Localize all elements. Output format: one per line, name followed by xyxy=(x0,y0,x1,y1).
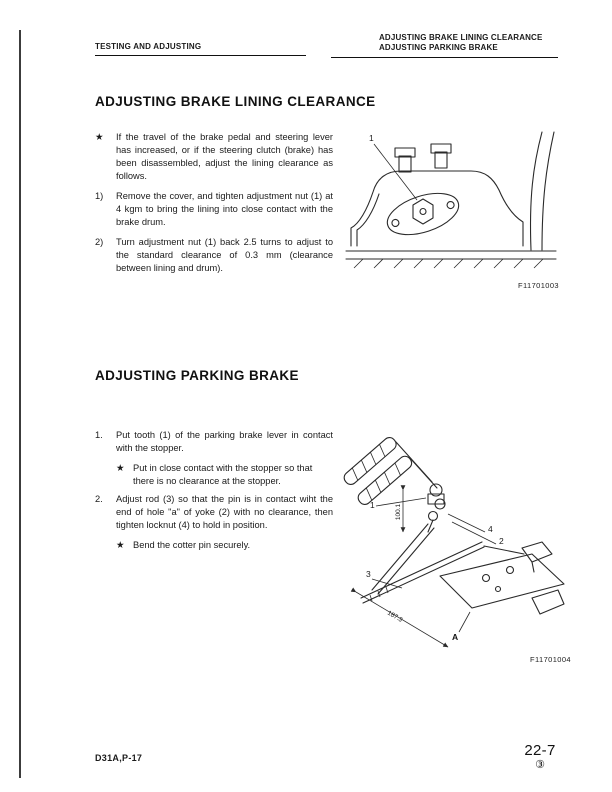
header-section-line1: ADJUSTING BRAKE LINING CLEARANCE xyxy=(379,33,543,42)
figure2-callout-3: 3 xyxy=(366,569,371,579)
list-item-number: 1. xyxy=(95,430,103,440)
list-item-text: Put tooth (1) of the parking brake lever in contact with the stopper. xyxy=(116,430,333,453)
list-item xyxy=(95,190,333,229)
header-section-titles xyxy=(331,33,558,58)
star-icon: ★ xyxy=(95,132,104,142)
figure2-callout-1: 1 xyxy=(370,500,375,510)
section2-text-column xyxy=(95,429,333,557)
list-item-text: Adjust rod (3) so that the pin is in contact wiht the end of hole "a" of yoke (2) with no clearance, then tighten locknut (4) to hold in position. xyxy=(116,494,333,530)
header-section-line2: ADJUSTING PARKING BRAKE xyxy=(379,43,498,53)
list-item-number: 2. xyxy=(95,494,103,504)
figure2-dimension-diagonal: 187.3 xyxy=(385,609,404,624)
section1-title: ADJUSTING BRAKE LINING CLEARANCE xyxy=(95,94,376,109)
revision-mark: ③ xyxy=(535,759,545,771)
figure2-caption: F11701004 xyxy=(530,655,571,664)
figure-brake-lining xyxy=(343,128,561,290)
list-subnote xyxy=(116,539,333,552)
parking-brake-drawing xyxy=(336,420,573,652)
figure1-callout-1: 1 xyxy=(369,133,374,143)
scan-edge-line xyxy=(19,30,21,778)
figure-parking-brake xyxy=(336,420,573,664)
figure2-label-a: A xyxy=(452,632,459,642)
list-item-number: 2) xyxy=(95,237,104,247)
list-item-text: Turn adjustment nut (1) back 2.5 turns to adjust to the standard clearance of 0.3 mm (clearance between lining and drum). xyxy=(116,237,333,273)
figure2-dimension-vertical: 100.1 xyxy=(395,503,402,521)
list-item-number: 1) xyxy=(95,191,104,201)
star-icon: ★ xyxy=(116,463,125,473)
brake-lining-drawing xyxy=(343,128,561,278)
star-icon: ★ xyxy=(116,540,125,550)
list-item xyxy=(95,236,333,275)
figure2-callout-2: 2 xyxy=(499,536,504,546)
list-subnote-text: Put in close contact with the stopper so that there is no clearance at the stopper. xyxy=(133,463,313,486)
section2-title: ADJUSTING PARKING BRAKE xyxy=(95,368,299,383)
figure2-callout-4: 4 xyxy=(488,524,493,534)
list-item xyxy=(95,493,333,532)
footer-model-code: D31A,P-17 xyxy=(95,753,143,763)
list-item-text: Remove the cover, and tighten adjustment nut (1) at 4 kgm to bring the lining into close contact with the brake drum. xyxy=(116,191,333,227)
section1-text-column xyxy=(95,131,333,282)
header-chapter-title: TESTING AND ADJUSTING xyxy=(95,42,306,56)
page-number: 22-7 xyxy=(524,742,556,759)
section1-note xyxy=(95,131,333,183)
section1-note-text: If the travel of the brake pedal and steering lever has increased, or if the steering clutch (brake) has been disassembled, adjust the lining clearance as follows. xyxy=(116,132,333,181)
list-item xyxy=(95,429,333,455)
list-subnote-text: Bend the cotter pin securely. xyxy=(133,540,251,550)
figure1-caption: F11701003 xyxy=(518,281,559,290)
list-subnote xyxy=(116,462,333,488)
footer-page-block xyxy=(516,742,564,771)
